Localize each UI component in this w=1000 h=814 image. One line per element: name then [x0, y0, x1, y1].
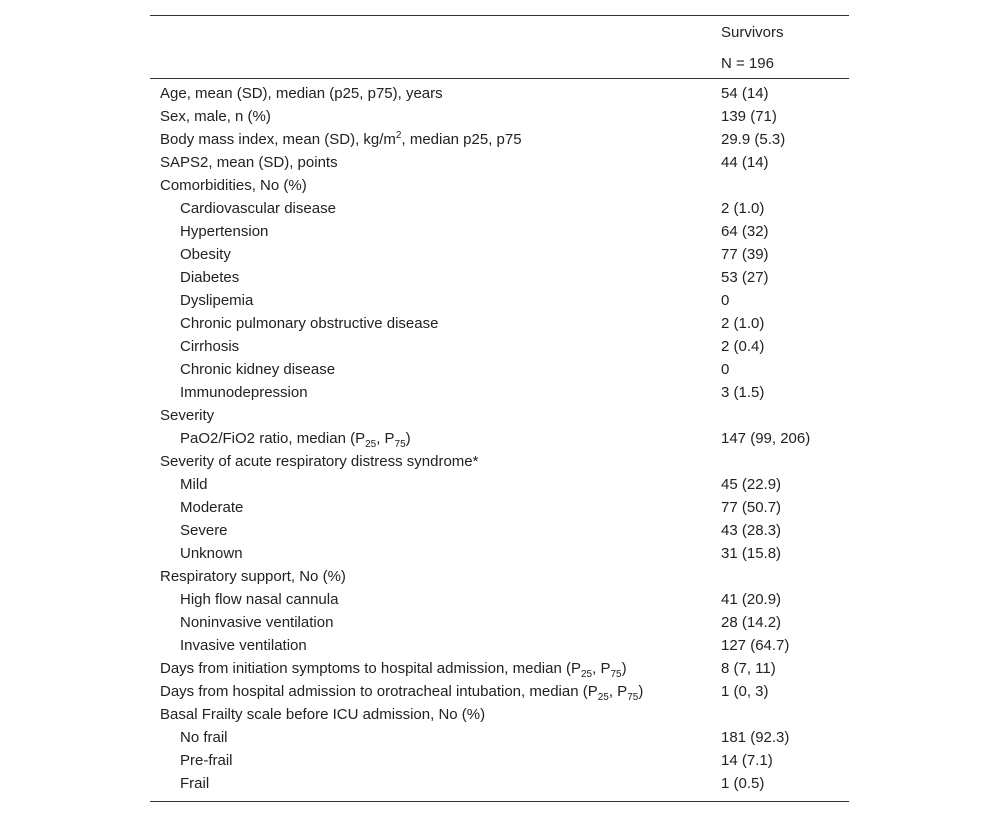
row-label: Severity of acute respiratory distress syndrome*	[160, 453, 479, 470]
row-label: Chronic kidney disease	[180, 361, 336, 378]
row-label	[180, 427, 411, 450]
row-label	[160, 680, 643, 703]
label-text: , median p25, p75	[401, 131, 522, 148]
label-text: , P	[376, 430, 395, 447]
row-value: 1 (0, 3)	[721, 683, 769, 700]
label-subscript: 75	[627, 692, 639, 703]
data-table	[150, 15, 849, 802]
table-row	[150, 266, 849, 289]
row-value: 3 (1.5)	[721, 384, 765, 401]
row-label: No frail	[180, 729, 228, 746]
table-row	[150, 565, 849, 588]
table-row	[150, 289, 849, 312]
table-row	[150, 588, 849, 611]
row-label: Frail	[180, 775, 210, 792]
row-value: 53 (27)	[721, 269, 769, 286]
table-row	[150, 128, 849, 151]
label-superscript: 2	[395, 130, 402, 141]
row-label: Chronic pulmonary obstructive disease	[180, 315, 439, 332]
label-subscript: 25	[581, 669, 593, 680]
row-label: Respiratory support, No (%)	[160, 568, 346, 585]
row-label: SAPS2, mean (SD), points	[160, 154, 338, 171]
table-row	[150, 519, 849, 542]
row-value: 127 (64.7)	[721, 637, 790, 654]
table-header	[150, 16, 849, 78]
row-label: High flow nasal cannula	[180, 591, 339, 608]
table-row	[150, 82, 849, 105]
row-value: 0	[721, 292, 730, 309]
column-header-n: N = 196	[721, 55, 774, 72]
table-row	[150, 726, 849, 749]
table-row	[150, 634, 849, 657]
label-text: )	[638, 683, 644, 700]
table-row	[150, 335, 849, 358]
table-row	[150, 611, 849, 634]
row-value: 64 (32)	[721, 223, 769, 240]
row-value: 54 (14)	[721, 85, 769, 102]
row-label: Cardiovascular disease	[180, 200, 336, 217]
row-label: Age, mean (SD), median (p25, p75), years	[160, 85, 443, 102]
row-label	[160, 657, 627, 680]
row-label: Comorbidities, No (%)	[160, 177, 307, 194]
row-label: Severity	[160, 407, 215, 424]
table-bottom-rule	[150, 801, 849, 802]
table-row	[150, 312, 849, 335]
row-label: Pre-frail	[180, 752, 233, 769]
row-label: Invasive ventilation	[180, 637, 307, 654]
row-value: 44 (14)	[721, 154, 769, 171]
table-row	[150, 450, 849, 473]
row-value: 45 (22.9)	[721, 476, 782, 493]
label-text: )	[405, 430, 411, 447]
row-value: 77 (50.7)	[721, 499, 782, 516]
table-row	[150, 473, 849, 496]
label-text: PaO2/FiO2 ratio, median (P	[180, 430, 366, 447]
row-value: 77 (39)	[721, 246, 769, 263]
table-body	[150, 79, 849, 801]
label-text: , P	[608, 683, 628, 700]
row-value: 2 (1.0)	[721, 200, 765, 217]
table-row	[150, 358, 849, 381]
row-label: Basal Frailty scale before ICU admission, No (%)	[160, 706, 486, 723]
label-text: Days from hospital admission to orotracheal intubation, median (P	[160, 683, 598, 700]
table-row	[150, 220, 849, 243]
table-row	[150, 542, 849, 565]
row-label: Sex, male, n (%)	[160, 108, 271, 125]
row-value: 31 (15.8)	[721, 545, 782, 562]
row-label: Noninvasive ventilation	[180, 614, 334, 631]
row-value: 147 (99, 206)	[721, 430, 811, 447]
label-text: Days from initiation symptoms to hospital admission, median (P	[160, 660, 581, 677]
label-subscript: 75	[394, 439, 406, 450]
row-value: 28 (14.2)	[721, 614, 782, 631]
row-label	[160, 128, 522, 151]
table-row	[150, 381, 849, 404]
row-label: Unknown	[180, 545, 243, 562]
label-subscript: 25	[365, 439, 377, 450]
table-row	[150, 151, 849, 174]
table-row	[150, 404, 849, 427]
row-value: 8 (7, 11)	[721, 660, 776, 677]
label-text: )	[621, 660, 627, 677]
table-row	[150, 496, 849, 519]
row-value: 0	[721, 361, 730, 378]
row-value: 139 (71)	[721, 108, 777, 125]
row-label: Immunodepression	[180, 384, 308, 401]
table-row	[150, 680, 849, 703]
label-subscript: 25	[597, 692, 609, 703]
row-label: Diabetes	[180, 269, 240, 286]
label-text: , P	[592, 660, 611, 677]
row-label: Hypertension	[180, 223, 269, 240]
row-label: Obesity	[180, 246, 231, 263]
table-row	[150, 772, 849, 795]
table-row	[150, 174, 849, 197]
row-value: 41 (20.9)	[721, 591, 782, 608]
row-value: 2 (1.0)	[721, 315, 765, 332]
row-value: 1 (0.5)	[721, 775, 765, 792]
row-value: 14 (7.1)	[721, 752, 773, 769]
table-row	[150, 749, 849, 772]
column-header-survivors: Survivors	[721, 24, 784, 41]
row-value: 2 (0.4)	[721, 338, 765, 355]
table-row	[150, 657, 849, 680]
row-label: Mild	[180, 476, 208, 493]
table-row	[150, 105, 849, 128]
table-row	[150, 703, 849, 726]
table-row	[150, 427, 849, 450]
row-label: Severe	[180, 522, 228, 539]
label-text: Body mass index, mean (SD), kg/m	[160, 131, 396, 148]
table-row	[150, 197, 849, 220]
label-subscript: 75	[610, 669, 622, 680]
row-value: 29.9 (5.3)	[721, 131, 786, 148]
row-label: Moderate	[180, 499, 244, 516]
row-label: Cirrhosis	[180, 338, 240, 355]
row-value: 43 (28.3)	[721, 522, 782, 539]
table-row	[150, 243, 849, 266]
row-label: Dyslipemia	[180, 292, 254, 309]
row-value: 181 (92.3)	[721, 729, 790, 746]
